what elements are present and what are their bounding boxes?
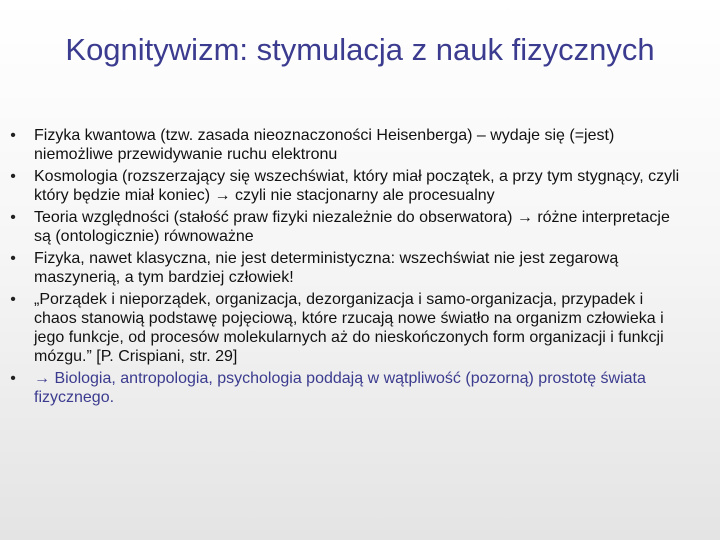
bullet-list — [0, 126, 690, 410]
bullet-item — [0, 126, 690, 164]
bullet-item — [0, 290, 690, 366]
bullet-icon: • — [10, 291, 16, 308]
bullet-text: Teoria względności (stałość praw fizyki niezależnie do obserwatora) → różne interpretacje są (ontologicznie) równoważne — [34, 209, 670, 245]
bullet-text: Fizyka kwantowa (tzw. zasada nieoznaczoności Heisenberga) – wydaje się (=jest) niemożliwe przewidywanie ruchu elektronu — [34, 127, 615, 163]
bullet-text: „Porządek i nieporządek, organizacja, dezorganizacja i samo-organizacja, przypadek i chaos stanowią podstawę pojęciową, które rzucają nowe światło na organizm człowieka i jego funkcje, od procesów molekularnych aż do nieskończonych form organizacji i funkcji mózgu.” [P. Crispiani, str. 29] — [34, 291, 664, 365]
bullet-text: → Biologia, antropologia, psychologia poddają w wątpliwość (pozorną) prostotę świata fizycznego. — [34, 370, 646, 406]
bullet-icon: • — [10, 250, 16, 267]
bullet-icon: • — [10, 370, 16, 387]
bullet-icon: • — [10, 127, 16, 144]
bullet-text: Fizyka, nawet klasyczna, nie jest deterministyczna: wszechświat nie jest zegarową maszynerią, a tym bardziej człowiek! — [34, 250, 619, 286]
bullet-item — [0, 208, 690, 246]
bullet-icon: • — [10, 168, 16, 185]
slide-title: Kognitywizm: stymulacja z nauk fizycznych — [65, 32, 655, 67]
bullet-text: Kosmologia (rozszerzający się wszechświat, który miał początek, a przy tym stygnący, czyli który będzie miał koniec) → czyli nie stacjonarny ale procesualny — [34, 168, 680, 204]
bullet-item — [0, 249, 690, 287]
bullet-item — [0, 167, 690, 205]
bullet-item — [0, 369, 690, 407]
bullet-icon: • — [10, 209, 16, 226]
